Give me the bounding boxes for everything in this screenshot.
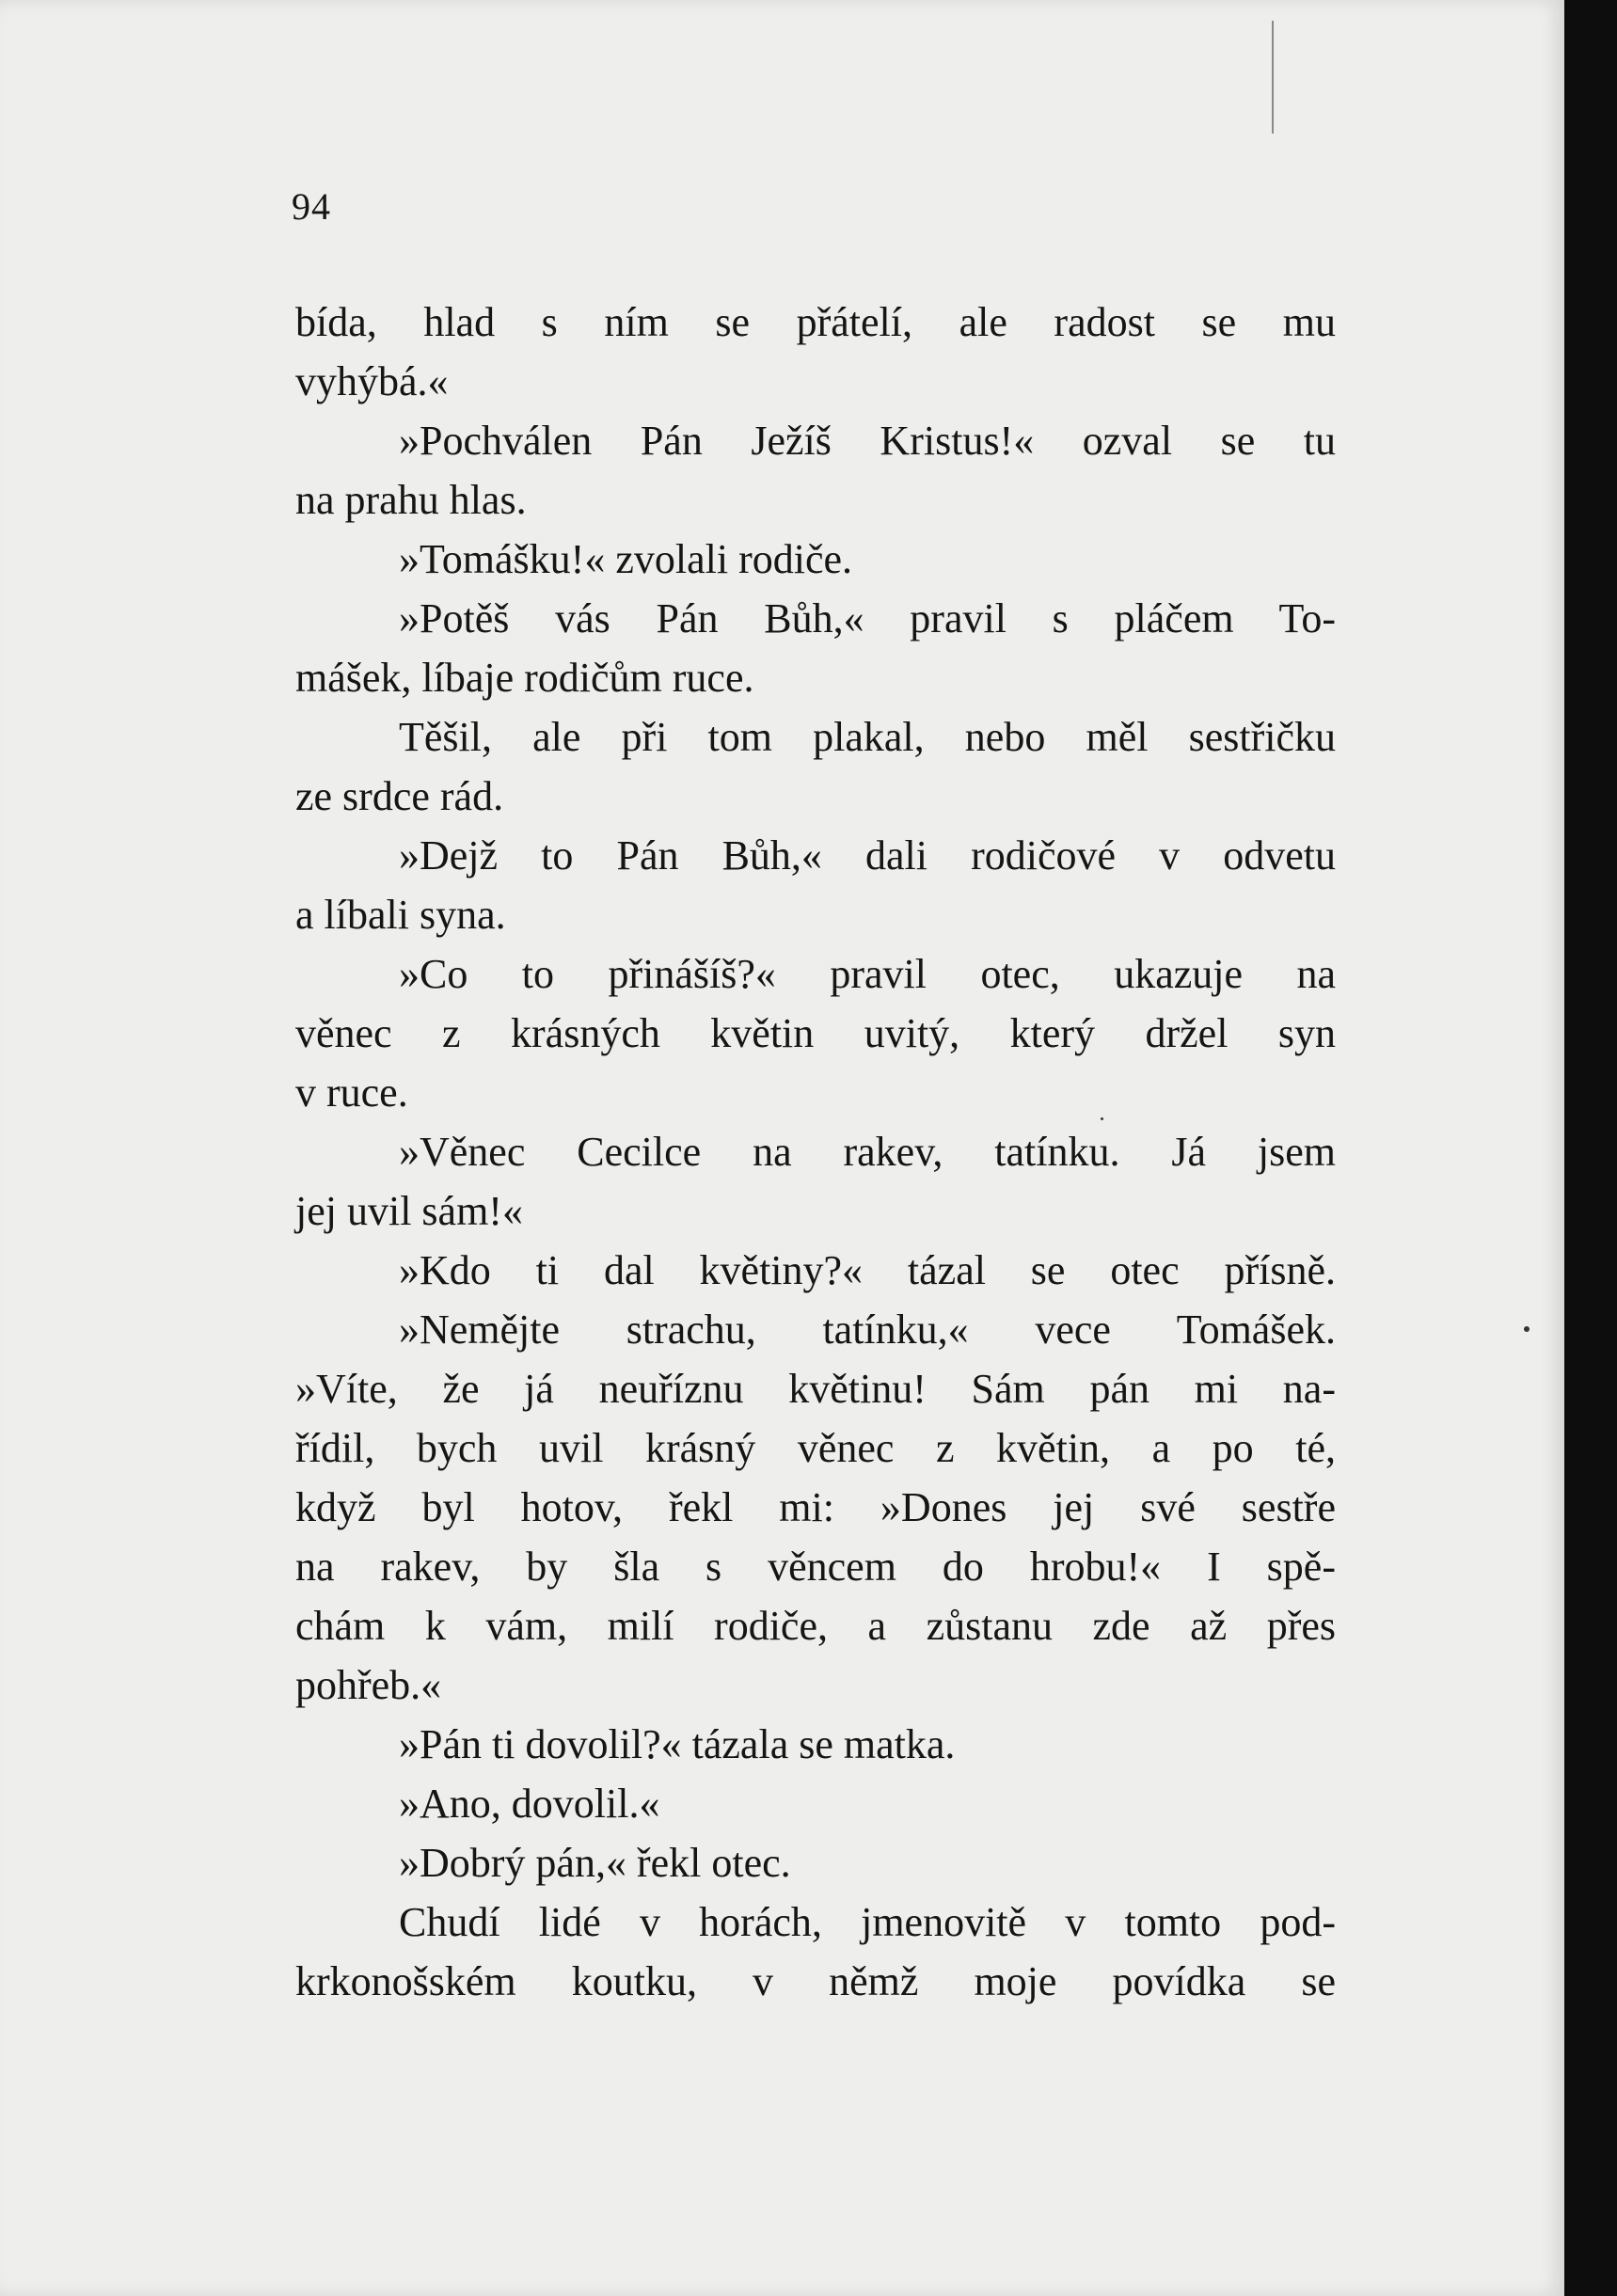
text-line: »Kdo ti dal květiny?« tázal se otec přísně.	[399, 1247, 1336, 1293]
text-line: »Nemějte strachu, tatínku,« vece Tomášek.	[399, 1306, 1336, 1353]
text-line: »Pochválen Pán Ježíš Kristus!« ozval se tu	[399, 418, 1336, 464]
text-line: na rakev, by šla s věncem do hrobu!« I spě-	[295, 1544, 1336, 1590]
text-line: na prahu hlas.	[295, 477, 527, 523]
text-line: Těšil, ale při tom plakal, nebo měl sestřičku	[399, 714, 1336, 760]
text-line: krkonošském koutku, v němž moje povídka se	[295, 1958, 1336, 2004]
text-line: »Co to přinášíš?« pravil otec, ukazuje na	[399, 951, 1336, 997]
text-line: »Ano, dovolil.«	[399, 1781, 660, 1827]
page-number: 94	[292, 185, 331, 228]
text-line: v ruce.	[295, 1069, 408, 1116]
text-line: a líbali syna.	[295, 892, 506, 938]
text-line: chám k vám, milí rodiče, a zůstanu zde až přes	[295, 1603, 1336, 1649]
text-line: »Dobrý pán,« řekl otec.	[399, 1840, 791, 1886]
text-line: pohřeb.«	[295, 1662, 442, 1708]
text-line: ze srdce rád.	[295, 773, 504, 819]
text-line: »Víte, že já neuříznu květinu! Sám pán mi na-	[295, 1366, 1336, 1412]
text-line: jej uvil sám!«	[295, 1188, 523, 1234]
text-line: řídil, bych uvil krásný věnec z květin, a po té,	[295, 1425, 1336, 1471]
text-line: »Potěš vás Pán Bůh,« pravil s pláčem To-	[399, 595, 1336, 641]
text-line: »Tomášku!« zvolali rodiče.	[399, 536, 853, 582]
text-line: věnec z krásných květin uvitý, který držel syn	[295, 1010, 1336, 1056]
text-line: »Věnec Cecilce na rakev, tatínku. Já jsem	[399, 1129, 1336, 1175]
text-line: mášek, líbaje rodičům ruce.	[295, 655, 754, 701]
text-line: vyhýbá.«	[295, 358, 449, 404]
page-edge-mark	[1272, 21, 1274, 134]
ink-speck	[1101, 1117, 1103, 1120]
text-line: bída, hlad s ním se přátelí, ale radost se mu	[295, 299, 1336, 345]
text-line: Chudí lidé v horách, jmenovitě v tomto pod-	[399, 1899, 1336, 1945]
text-line: »Dejž to Pán Bůh,« dali rodičové v odvetu	[399, 832, 1336, 879]
ink-speck	[1524, 1326, 1530, 1332]
text-line: »Pán ti dovolil?« tázala se matka.	[399, 1721, 956, 1767]
body-text	[295, 293, 1336, 2011]
text-line: když byl hotov, řekl mi: »Dones jej své sestře	[295, 1484, 1336, 1530]
